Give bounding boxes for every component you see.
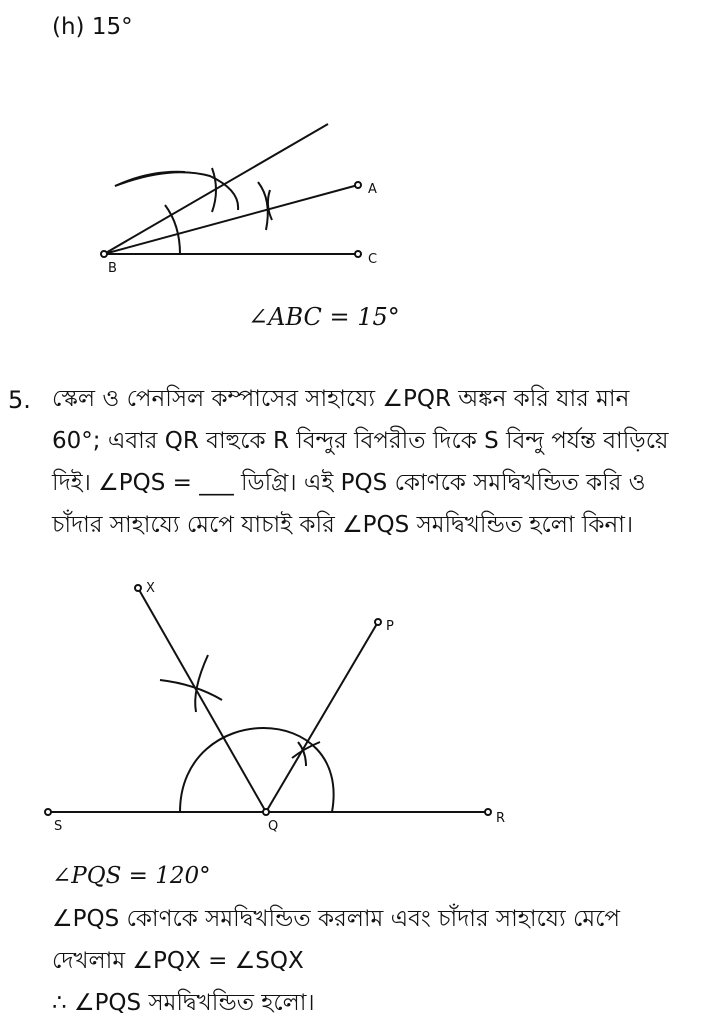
question-line-1: স্কেল ও পেনসিল কম্পাসের সাহায্যে ∠PQR অঙ্কন করি যার মান — [52, 386, 630, 412]
figure-15-degree — [101, 124, 361, 257]
label-q: Q — [268, 819, 279, 834]
point-q — [263, 809, 269, 815]
point-p — [375, 619, 381, 625]
point-a — [355, 182, 361, 188]
construction-arc-large — [115, 172, 185, 186]
ray-qp — [266, 622, 378, 812]
question-line-2: 60°; এবার QR বাহুকে R বিন্দুর বিপরীত দিকে S বিন্দু পর্যন্ত বাড়িয়ে — [52, 428, 669, 454]
figure-120-degree — [45, 585, 491, 815]
label-c: C — [368, 252, 378, 267]
point-x — [135, 585, 141, 591]
point-b — [101, 251, 107, 257]
answer-line-3: দেখলাম ∠PQX = ∠SQX — [52, 948, 304, 974]
question-line-4: চাঁদার সাহায্যে মেপে যাচাই করি ∠PQS সমদ্বিখন্ডিত হলো কিনা। — [52, 512, 634, 538]
label-r: R — [496, 811, 506, 826]
question-number: 5. — [8, 386, 31, 414]
ray-ba — [104, 185, 358, 254]
label-x: X — [146, 581, 155, 596]
equation-abc: ∠ABC = 15° — [248, 303, 400, 331]
part-h-heading: (h) 15° — [52, 14, 133, 40]
label-b: B — [108, 261, 117, 276]
point-c — [355, 251, 361, 257]
arc-semicircle — [180, 728, 334, 812]
ray-qx — [138, 588, 266, 812]
answer-line-2: ∠PQS কোণকে সমদ্বিখন্ডিত করলাম এবং চাঁদার সাহায্যে মেপে — [52, 906, 620, 932]
point-r — [485, 809, 491, 815]
construction-arc-main — [115, 172, 238, 254]
label-s: S — [54, 819, 63, 834]
label-p: P — [386, 619, 394, 634]
construction-arc-cross-2 — [258, 182, 268, 230]
point-s — [45, 809, 51, 815]
answer-line-1: ∠PQS = 120° — [52, 863, 211, 889]
label-a: A — [368, 182, 377, 197]
arc-cross-bisector-2 — [195, 655, 208, 712]
answer-line-4: ∴ ∠PQS সমদ্বিখন্ডিত হলো। — [52, 990, 315, 1016]
arc-cross-bisector — [160, 680, 222, 700]
question-text — [52, 378, 702, 546]
question-line-3: দিই। ∠PQS = ___ ডিগ্রি। এই PQS কোণকে সমদ্বিখন্ডিত করি ও — [52, 470, 646, 496]
